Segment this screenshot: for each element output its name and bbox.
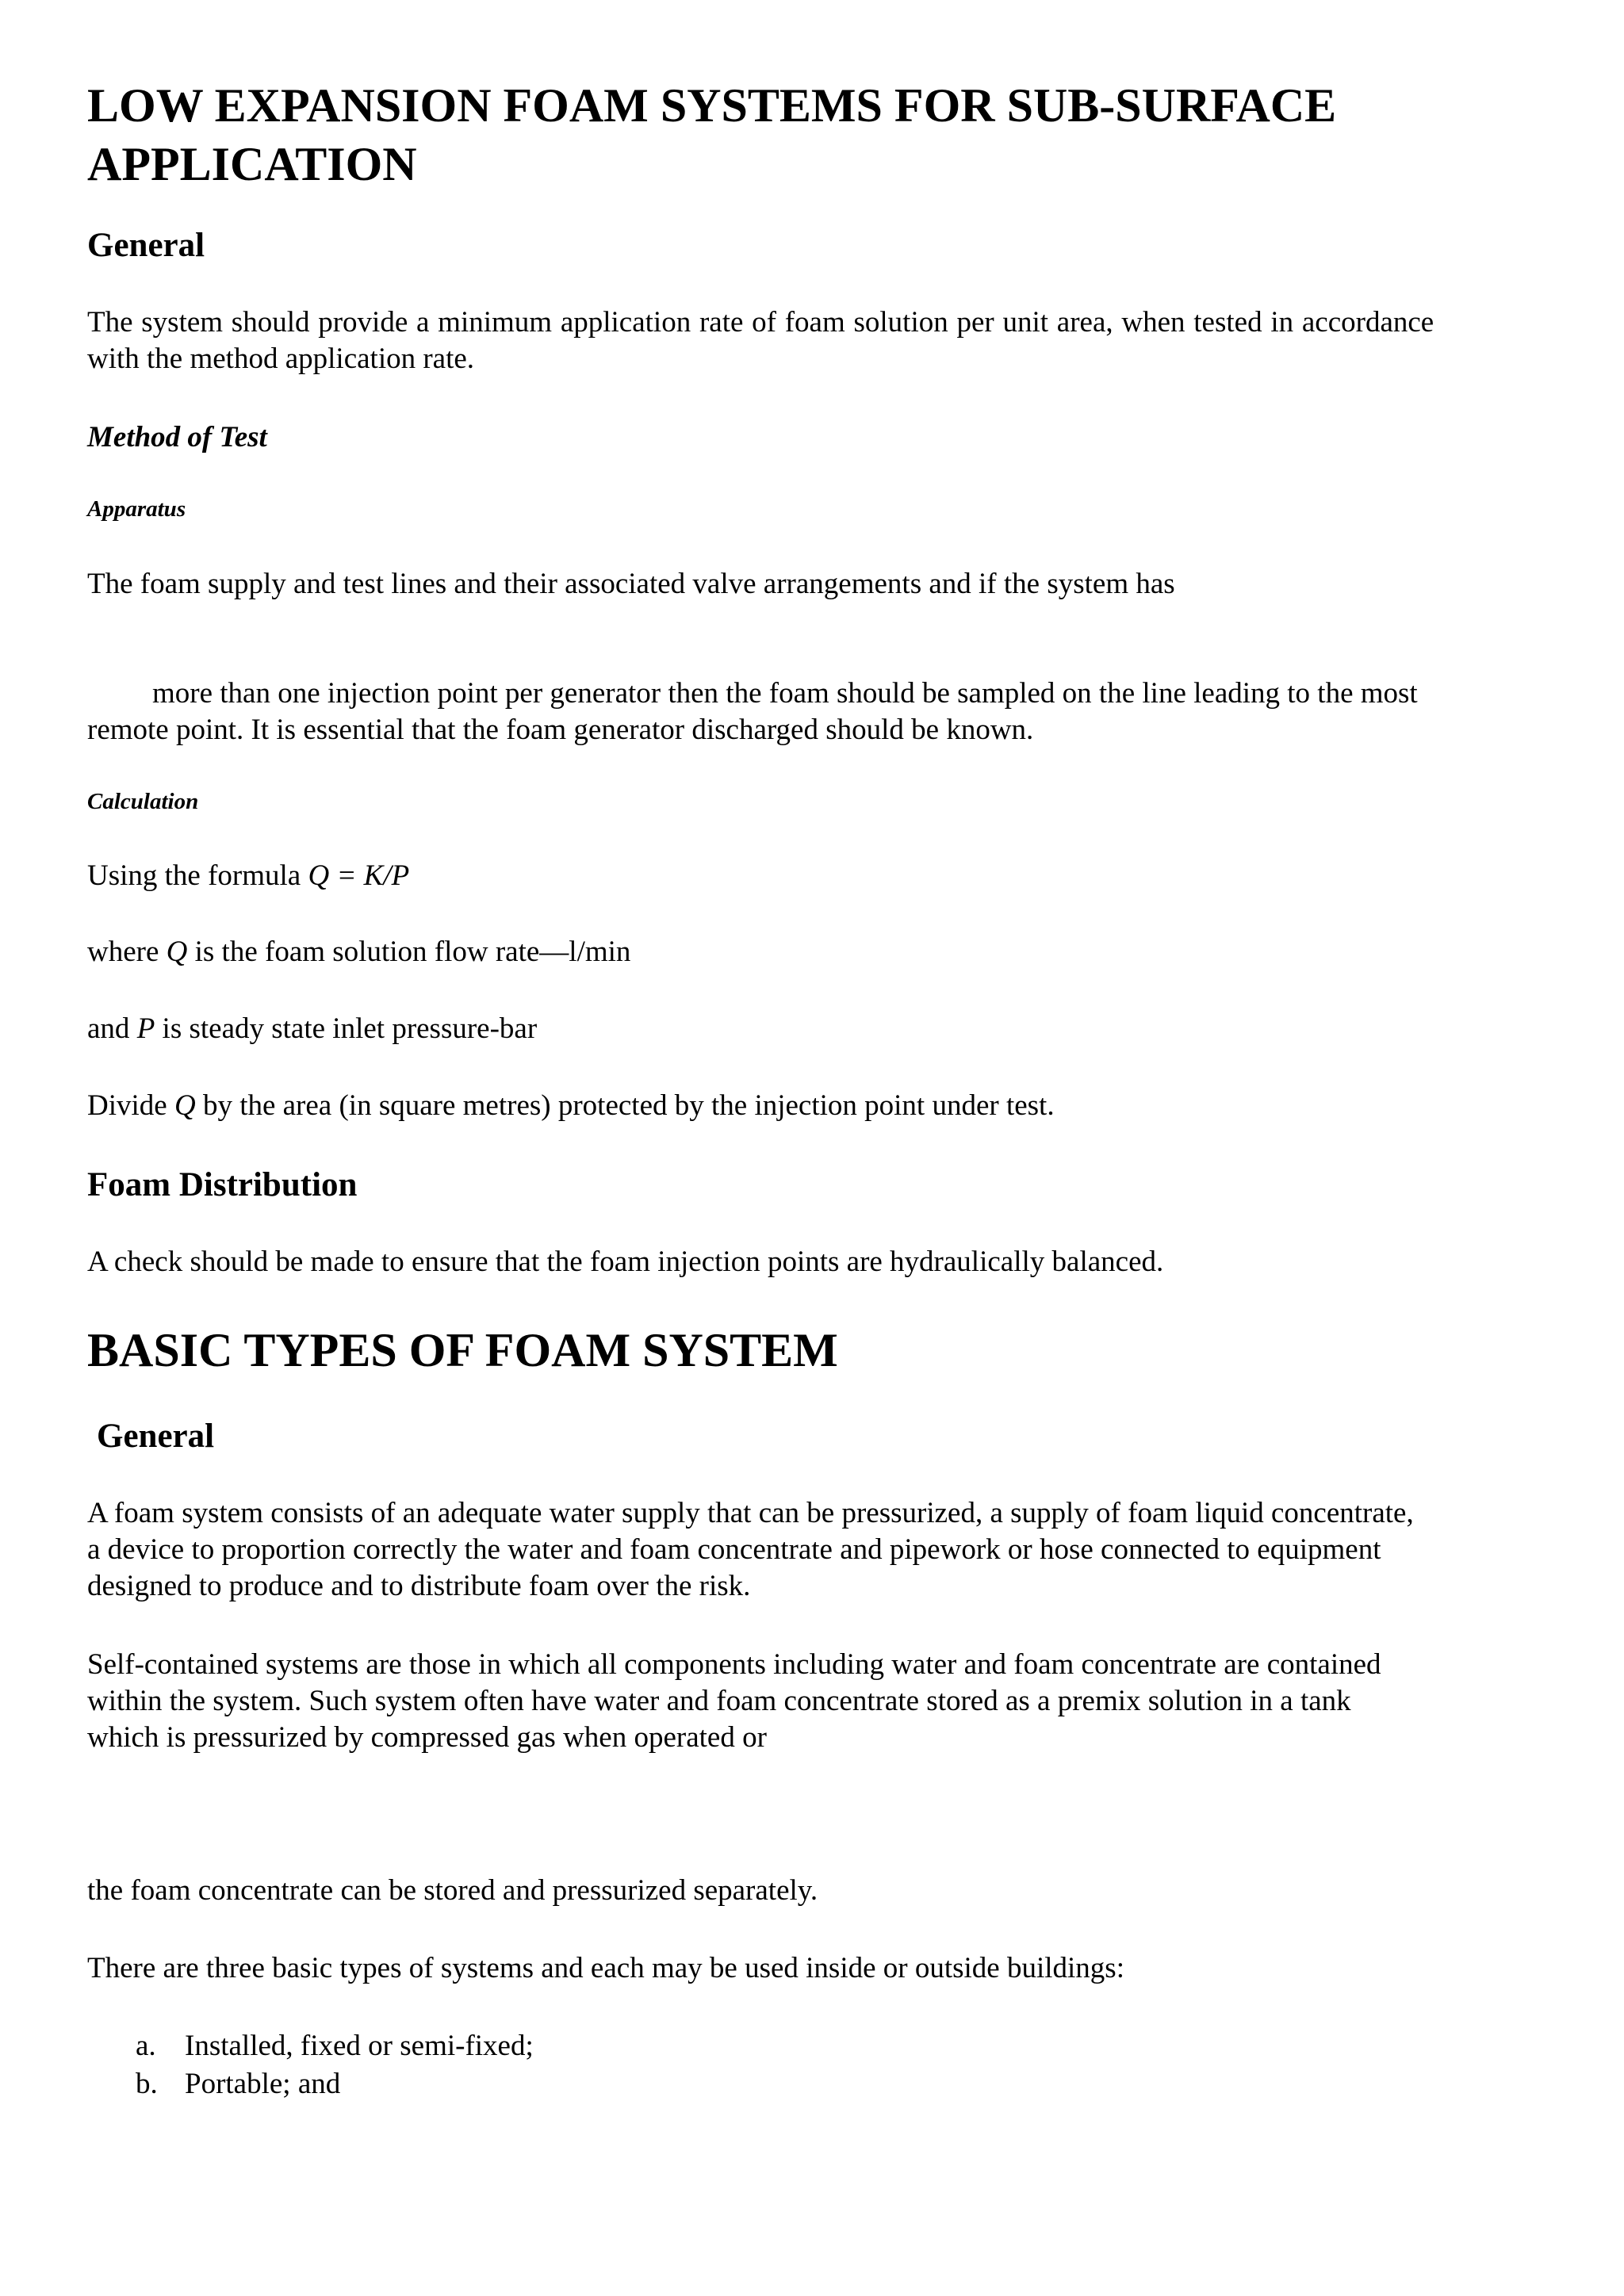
self-contained-paragraph [87,1647,1381,1756]
general-heading: General [87,227,205,264]
paragraph-line: The system should provide a minimum application rate of foam solution per unit area, when tested in accordance [87,306,1434,339]
paragraph-line: a device to proportion correctly the water and foam concentrate and pipework or hose connected to equipment [87,1533,1381,1566]
divide-line [87,1088,1055,1124]
list-marker: b. [136,2068,158,2100]
where-q-line [87,934,630,970]
apparatus-paragraph: The foam supply and test lines and their associated valve arrangements and if the system has [87,568,1175,600]
section-title-basic-types: BASIC TYPES OF FOAM SYSTEM [87,1324,838,1376]
list-item [87,2065,534,2103]
paragraph-line: more than one injection point per generator then the foam should be sampled on the line leading to the most [152,677,1418,710]
and-p-line [87,1011,537,1047]
paragraph-line: A foam system consists of an adequate water supply that can be pressurized, a supply of foam liquid concentrate, [87,1497,1414,1529]
formula-line [87,858,409,894]
title-line-2: APPLICATION [87,138,417,190]
list-marker: a. [136,2030,156,2062]
formula-expression: Q = K/P [308,859,410,892]
general-paragraph [87,304,1434,377]
general-heading-2: General [97,1418,215,1455]
where-suffix: is the foam solution flow rate—l/min [187,936,631,968]
divide-prefix: Divide [87,1089,174,1122]
foam-distribution-heading: Foam Distribution [87,1166,358,1203]
paragraph-line: designed to produce and to distribute foam over the risk. [87,1570,751,1602]
paragraph-line: within the system. Such system often have water and foam concentrate stored as a premix solution in a tank [87,1685,1351,1717]
paragraph-line: Self-contained systems are those in which all components including water and foam concentrate are contained [87,1648,1381,1681]
where-prefix: where [87,936,167,968]
foam-system-paragraph [87,1495,1414,1605]
list-item-text: Installed, fixed or semi-fixed; [185,2030,534,2062]
paragraph-line: remote point. It is essential that the foam generator discharged should be known. [87,714,1034,746]
list-item-text: Portable; and [185,2068,341,2100]
apparatus-heading: Apparatus [87,496,186,522]
calculation-heading: Calculation [87,789,199,814]
title-line-1: LOW EXPANSION FOAM SYSTEMS FOR SUB-SURFACE [87,79,1337,132]
list-item [87,2027,534,2065]
paragraph-line: which is pressurized by compressed gas when operated or [87,1721,767,1754]
formula-prefix: Using the formula [87,859,308,892]
apparatus-continuation-paragraph [87,675,1418,748]
three-types-paragraph: There are three basic types of systems and each may be used inside or outside buildings: [87,1952,1124,1984]
and-variable: P [136,1012,155,1045]
section-title-low-expansion [87,76,1336,193]
and-prefix: and [87,1012,137,1045]
paragraph-line: with the method application rate. [87,342,475,375]
system-types-list [87,2027,534,2103]
divide-variable: Q [174,1089,196,1122]
stored-separately-paragraph: the foam concentrate can be stored and pressurized separately. [87,1874,818,1907]
divide-suffix: by the area (in square metres) protected by the injection point under test. [195,1089,1055,1122]
where-variable: Q [166,936,188,968]
method-of-test-heading: Method of Test [87,421,267,453]
foam-distribution-paragraph: A check should be made to ensure that the foam injection points are hydraulically balanced. [87,1246,1164,1278]
and-suffix: is steady state inlet pressure-bar [155,1012,538,1045]
